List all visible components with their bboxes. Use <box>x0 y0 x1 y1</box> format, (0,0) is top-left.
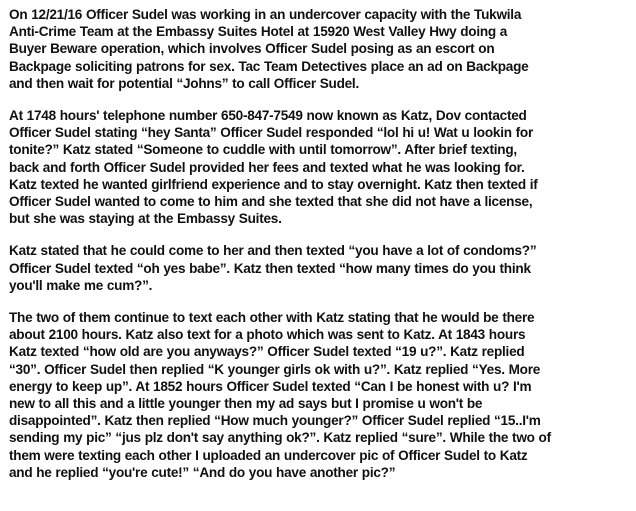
text-line: The two of them continue to text each other with Katz stating that he would be there <box>9 310 535 326</box>
text-line: Buyer Beware operation, which involves Officer Sudel posing as an escort on <box>9 41 495 57</box>
text-line: you'll make me cum?”. <box>9 277 153 293</box>
paragraph-3 <box>9 242 628 294</box>
text-line: them were texting each other I uploaded an undercover pic of Officer Sudel to Katz <box>9 447 528 463</box>
paragraph-4 <box>9 309 628 481</box>
text-line: about 2100 hours. Katz also text for a photo which was sent to Katz. At 1843 hours <box>9 327 526 343</box>
text-line: At 1748 hours' telephone number 650-847-7549 now known as Katz, Dov contacted <box>9 108 527 124</box>
text-line: and then wait for potential “Johns” to call Officer Sudel. <box>9 75 359 91</box>
text-line: but she was staying at the Embassy Suites. <box>9 211 282 227</box>
text-line: Officer Sudel texted “oh yes babe”. Katz then texted “how many times do you think <box>9 260 531 276</box>
text-line: energy to keep up”. At 1852 hours Officer Sudel texted “Can I be honest with u? I'm <box>9 378 532 394</box>
text-line: Katz stated that he could come to her and then texted “you have a lot of condoms?” <box>9 243 537 259</box>
text-line: sending my pic” “jus plz don't say anything ok?”. Katz replied “sure”. While the two of <box>9 430 551 446</box>
text-line: Backpage soliciting patrons for sex. Tac Team Detectives place an ad on Backpage <box>9 58 529 74</box>
text-line: tonite?” Katz stated “Someone to cuddle with until tomorrow”. After brief texting, <box>9 142 517 158</box>
text-line: Katz texted he wanted girlfriend experience and to stay overnight. Katz then texted if <box>9 176 538 192</box>
text-line: new to all this and a little younger then my ad says but I promise u won't be <box>9 396 483 412</box>
text-line: Officer Sudel stating “hey Santa” Officer Sudel responded “lol hi u! Wat u lookin for <box>9 125 533 141</box>
text-line: “30”. Officer Sudel then replied “K younger girls ok with u?”. Katz replied “Yes. More <box>9 361 541 377</box>
text-line: Officer Sudel wanted to come to him and she texted that she did not have a license, <box>9 194 533 210</box>
paragraph-1 <box>9 6 628 92</box>
text-line: Katz texted “how old are you anyways?” Officer Sudel texted “19 u?”. Katz replied <box>9 344 525 360</box>
text-line: On 12/21/16 Officer Sudel was working in an undercover capacity with the Tukwila <box>9 7 522 22</box>
text-line: and he replied “you're cute!” “And do you have another pic?” <box>9 464 396 480</box>
text-line: back and forth Officer Sudel provided her fees and texted what he was looking for. <box>9 159 525 175</box>
paragraph-2 <box>9 107 628 227</box>
text-line: disappointed”. Katz then replied “How much younger?” Officer Sudel replied “15..I'm <box>9 413 541 429</box>
text-line: Anti-Crime Team at the Embassy Suites Hotel at 15920 West Valley Hwy doing a <box>9 24 508 40</box>
